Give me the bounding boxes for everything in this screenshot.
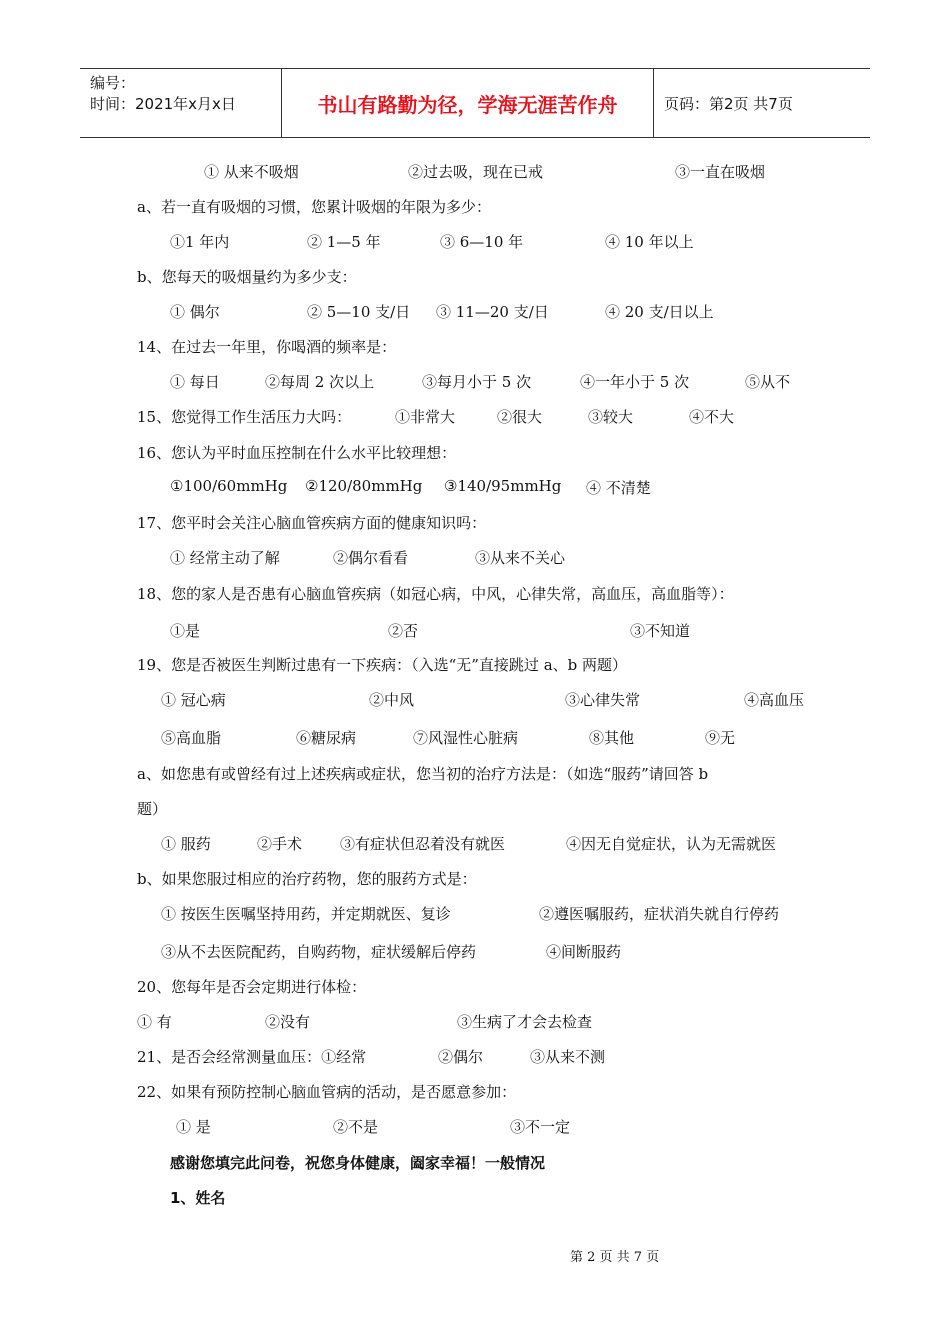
qb-option-3: ③ 11—20 支/日 (436, 303, 549, 321)
q19-option-6: ⑥糖尿病 (296, 729, 357, 747)
q16-option-1: ①100/60mmHg (170, 477, 288, 495)
q13-option-3: ③一直在吸烟 (675, 163, 766, 181)
time-label: 时间：2021年x月x日 (90, 95, 236, 113)
qb-option-4: ④ 20 支/日以上 (605, 303, 714, 321)
q20-option-2: ②没有 (265, 1013, 311, 1031)
question-17: 17、您平时会关注心脑血管疾病方面的健康知识吗： (137, 514, 487, 532)
q19b-option-4: ④间断服药 (546, 943, 622, 961)
page-footer: 第 2 页 共 7 页 (570, 1250, 660, 1265)
section-1-name: 1、姓名 (170, 1189, 226, 1207)
q16-option-2: ②120/80mmHg (305, 477, 423, 495)
q19a-option-4: ④因无自觉症状，认为无需就医 (566, 835, 777, 853)
question-19a-line1: a、如您患有或曾经有过上述疾病或症状，您当初的治疗方法是：（如选“服药”请回答 b (137, 765, 709, 783)
header-meta (80, 69, 282, 137)
q15-option-1: ①非常大 (395, 408, 456, 426)
qa-option-3: ③ 6—10 年 (440, 233, 524, 251)
q18-option-3: ③不知道 (630, 622, 691, 640)
q15-option-3: ③较大 (588, 408, 634, 426)
q14-option-5: ⑤从不 (745, 373, 791, 391)
q19a-option-3: ③有症状但忍着没有就医 (340, 835, 506, 853)
question-19b: b、如果您服过相应的治疗药物，您的服药方式是： (137, 870, 477, 888)
page-header (80, 68, 870, 138)
q19-option-5: ⑤高血脂 (161, 729, 222, 747)
q21-option-2: ②偶尔 (438, 1048, 484, 1066)
q19-option-7: ⑦风湿性心脏病 (413, 729, 519, 747)
q19-option-8: ⑧其他 (589, 729, 635, 747)
q19-option-3: ③心律失常 (565, 691, 641, 709)
question-20: 20、您每年是否会定期进行体检： (137, 978, 367, 996)
q20-option-3: ③生病了才会去检查 (457, 1013, 593, 1031)
q19-option-1: ① 冠心病 (161, 691, 226, 709)
q19a-option-1: ① 服药 (161, 835, 211, 853)
qb-option-2: ② 5—10 支/日 (307, 303, 411, 321)
serial-label: 编号： (90, 74, 136, 92)
q18-option-2: ②否 (388, 622, 419, 640)
qa-option-1: ①1 年内 (170, 233, 230, 251)
header-page-label: 页码：第2页 共7页 (664, 94, 793, 113)
q19-option-2: ②中风 (369, 691, 415, 709)
qb-option-1: ① 偶尔 (170, 303, 220, 321)
q19-option-4: ④高血压 (744, 691, 805, 709)
q17-option-1: ① 经常主动了解 (170, 549, 280, 567)
q19b-option-1: ① 按医生医嘱坚持用药，并定期就医、复诊 (161, 905, 451, 923)
q13-option-2: ②过去吸，现在已戒 (408, 163, 544, 181)
q15-option-2: ②很大 (497, 408, 543, 426)
q22-option-3: ③不一定 (510, 1118, 571, 1136)
qa-option-4: ④ 10 年以上 (605, 233, 694, 251)
q16-option-4: ④ 不清楚 (586, 479, 651, 497)
q19-option-9: ⑨无 (705, 729, 736, 747)
q21-option-3: ③从来不测 (530, 1048, 606, 1066)
question-21: 21、是否会经常测量血压：①经常 (137, 1048, 367, 1066)
question-18: 18、您的家人是否患有心脑血管疾病（如冠心病，中风，心律失常，高血压，高血脂等）： (137, 585, 734, 603)
q22-option-1: ① 是 (176, 1118, 211, 1136)
question-14: 14、在过去一年里，你喝酒的频率是： (137, 338, 397, 356)
closing-message: 感谢您填完此问卷，祝您身体健康，阖家幸福！一般情况 (170, 1154, 546, 1172)
q18-option-1: ①是 (170, 622, 201, 640)
q19a-option-2: ②手术 (257, 835, 303, 853)
q17-option-2: ②偶尔看看 (333, 549, 409, 567)
q15-option-4: ④不大 (689, 408, 735, 426)
q14-option-1: ① 每日 (170, 373, 220, 391)
qa-option-2: ② 1—5 年 (307, 233, 381, 251)
question-22: 22、如果有预防控制心脑血管病的活动，是否愿意参加： (137, 1083, 517, 1101)
header-motto: 书山有路勤为径，学海无涯苦作舟 (282, 69, 654, 137)
question-19a-line2: 题） (137, 800, 168, 818)
q20-option-1: ① 有 (137, 1013, 172, 1031)
q14-option-3: ③每月小于 5 次 (422, 373, 532, 391)
q19b-option-3: ③从不去医院配药，自购药物，症状缓解后停药 (161, 943, 477, 961)
q19b-option-2: ②遵医嘱服药，症状消失就自行停药 (539, 905, 780, 923)
question-a-smoking-years: a、若一直有吸烟的习惯，您累计吸烟的年限为多少： (137, 198, 491, 216)
q14-option-2: ②每周 2 次以上 (265, 373, 375, 391)
q13-option-1: ① 从来不吸烟 (204, 163, 299, 181)
question-16: 16、您认为平时血压控制在什么水平比较理想： (137, 444, 457, 462)
q22-option-2: ②不是 (333, 1118, 379, 1136)
q17-option-3: ③从来不关心 (475, 549, 566, 567)
question-19: 19、您是否被医生判断过患有一下疾病：（入选“无”直接跳过 a、b 两题） (137, 656, 628, 674)
question-15: 15、您觉得工作生活压力大吗： (137, 408, 352, 426)
q14-option-4: ④一年小于 5 次 (580, 373, 690, 391)
q16-option-3: ③140/95mmHg (444, 477, 562, 495)
question-b-daily-amount: b、您每天的吸烟量约为多少支： (137, 268, 357, 286)
